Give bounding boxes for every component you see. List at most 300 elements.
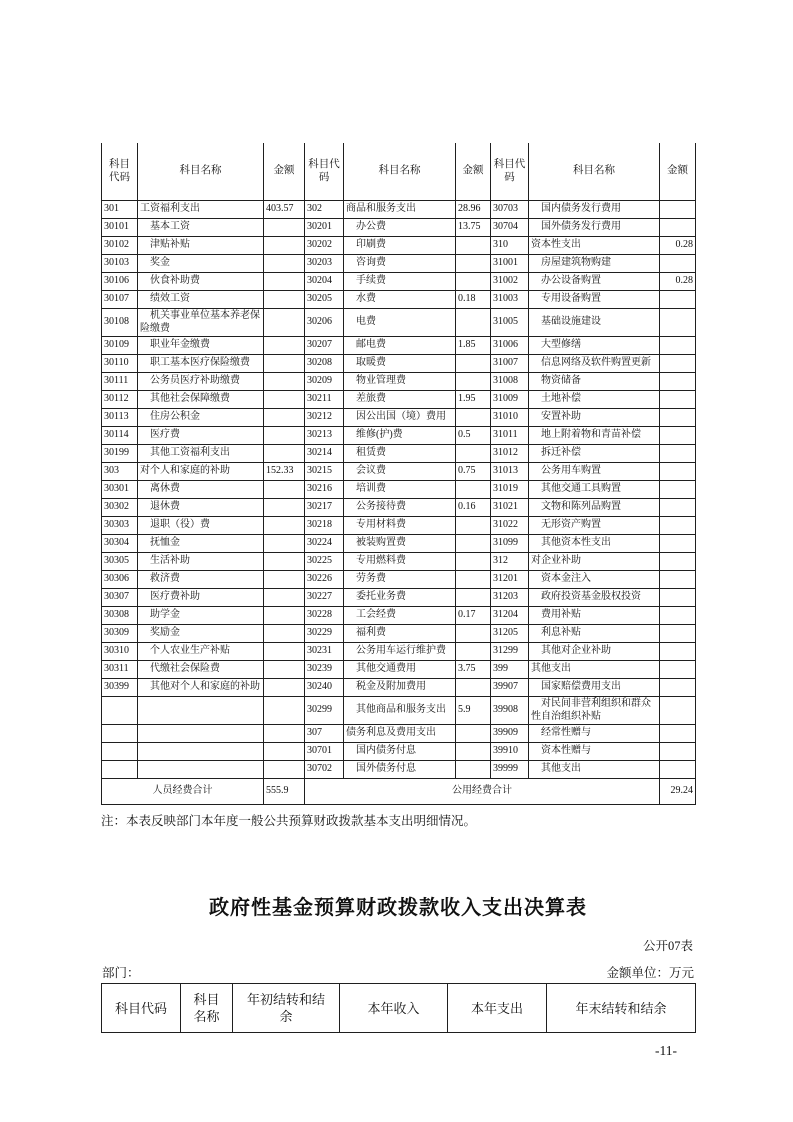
amount-cell: [264, 743, 305, 761]
table-row: [102, 589, 696, 607]
table-row: [102, 273, 696, 291]
amount-cell: [264, 607, 305, 625]
subject-name-cell: 咨询费: [344, 255, 456, 273]
subject-name-cell: 国家赔偿费用支出: [529, 679, 660, 697]
subject-name-cell: 物业管理费: [344, 373, 456, 391]
table-row: [102, 661, 696, 679]
subject-name-cell: 水费: [344, 291, 456, 309]
amount-cell: [660, 201, 696, 219]
amount-cell: [456, 355, 491, 373]
subject-code-cell: 30209: [305, 373, 344, 391]
subject-name-cell: 助学金: [138, 607, 264, 625]
subject-name-cell: 抚恤金: [138, 535, 264, 553]
fund-header-subject-name: 科目名称: [181, 984, 233, 1033]
subject-name-cell: 税金及附加费用: [344, 679, 456, 697]
fund-header-closing-balance: 年末结转和结余: [547, 984, 696, 1033]
subject-name-cell: 基本工资: [138, 219, 264, 237]
subject-name-cell: 债务利息及费用支出: [344, 725, 456, 743]
subject-name-cell: 维修(护)费: [344, 427, 456, 445]
fund-header-subject-code: 科目代码: [102, 984, 181, 1033]
amount-cell: [456, 309, 491, 337]
subject-code-cell: [102, 697, 138, 725]
fund-table-header-row: [102, 984, 696, 1033]
amount-cell: [456, 761, 491, 779]
subject-name-cell: 商品和服务支出: [344, 201, 456, 219]
subject-code-cell: 31003: [491, 291, 529, 309]
amount-cell: 0.75: [456, 463, 491, 481]
subject-name-cell: 信息网络及软件购置更新: [529, 355, 660, 373]
amount-cell: [456, 553, 491, 571]
subject-code-cell: 30202: [305, 237, 344, 255]
subject-name-cell: 对民间非营利组织和群众性自治组织补贴: [529, 697, 660, 725]
amount-cell: [264, 237, 305, 255]
table-row: [102, 309, 696, 337]
subject-code-cell: 30203: [305, 255, 344, 273]
subject-code-cell: 30303: [102, 517, 138, 535]
amount-cell: [660, 355, 696, 373]
subject-code-cell: 30704: [491, 219, 529, 237]
subject-name-cell: 差旅费: [344, 391, 456, 409]
amount-cell: [660, 553, 696, 571]
amount-cell: 0.16: [456, 499, 491, 517]
subject-code-cell: 30228: [305, 607, 344, 625]
amount-cell: 1.85: [456, 337, 491, 355]
amount-cell: [456, 237, 491, 255]
subject-name-cell: 资本金注入: [529, 571, 660, 589]
subject-code-cell: 31021: [491, 499, 529, 517]
amount-cell: [264, 535, 305, 553]
basic-table-header: [102, 143, 696, 201]
amount-cell: [456, 481, 491, 499]
personnel-total-amount: 555.9: [264, 779, 305, 805]
subject-name-cell: 物资储备: [529, 373, 660, 391]
subject-code-cell: 30702: [305, 761, 344, 779]
table-row: [102, 725, 696, 743]
subject-code-cell: 31203: [491, 589, 529, 607]
subject-code-cell: 30206: [305, 309, 344, 337]
subject-name-cell: 离休费: [138, 481, 264, 499]
subject-code-cell: 30301: [102, 481, 138, 499]
subject-code-cell: 39910: [491, 743, 529, 761]
table-row: [102, 743, 696, 761]
table-row: [102, 481, 696, 499]
amount-cell: [264, 697, 305, 725]
amount-cell: [660, 679, 696, 697]
amount-cell: [456, 517, 491, 535]
subject-code-cell: [102, 761, 138, 779]
subject-code-cell: 310: [491, 237, 529, 255]
amount-cell: [264, 291, 305, 309]
amount-cell: [660, 499, 696, 517]
amount-cell: [456, 725, 491, 743]
amount-cell: [264, 725, 305, 743]
subject-code-cell: 30212: [305, 409, 344, 427]
subject-name-cell: 医疗费: [138, 427, 264, 445]
subject-code-cell: 39909: [491, 725, 529, 743]
subject-code-cell: 30240: [305, 679, 344, 697]
header-subject-name: 科目名称: [529, 143, 660, 201]
amount-cell: [264, 337, 305, 355]
subject-name-cell: 津贴补贴: [138, 237, 264, 255]
amount-cell: [264, 589, 305, 607]
amount-cell: [660, 391, 696, 409]
subject-code-cell: 31010: [491, 409, 529, 427]
subject-name-cell: 救济费: [138, 571, 264, 589]
subject-code-cell: 30304: [102, 535, 138, 553]
subject-name-cell: 个人农业生产补贴: [138, 643, 264, 661]
subject-code-cell: 30111: [102, 373, 138, 391]
amount-cell: [456, 743, 491, 761]
header-subject-name: 科目名称: [138, 143, 264, 201]
amount-cell: [660, 219, 696, 237]
fund-table-meta: [101, 963, 695, 981]
subject-name-cell: 利息补贴: [529, 625, 660, 643]
table-row: [102, 219, 696, 237]
subject-code-cell: 30226: [305, 571, 344, 589]
table-row: [102, 409, 696, 427]
subject-code-cell: 30199: [102, 445, 138, 463]
subject-code-cell: 31012: [491, 445, 529, 463]
subject-name-cell: 工会经费: [344, 607, 456, 625]
page-number: -11-: [655, 1043, 677, 1058]
subject-name-cell: 印刷费: [344, 237, 456, 255]
subject-name-cell: 房屋建筑物购建: [529, 255, 660, 273]
subject-code-cell: 30214: [305, 445, 344, 463]
amount-cell: 0.28: [660, 273, 696, 291]
subject-name-cell: 费用补贴: [529, 607, 660, 625]
table-row: [102, 571, 696, 589]
subject-name-cell: 委托业务费: [344, 589, 456, 607]
subject-name-cell: 劳务费: [344, 571, 456, 589]
amount-cell: 5.9: [456, 697, 491, 725]
amount-cell: [660, 291, 696, 309]
subject-name-cell: 绩效工资: [138, 291, 264, 309]
amount-cell: [264, 219, 305, 237]
subject-code-cell: 31005: [491, 309, 529, 337]
subject-code-cell: 31022: [491, 517, 529, 535]
amount-cell: [456, 643, 491, 661]
amount-cell: [660, 661, 696, 679]
amount-cell: [660, 571, 696, 589]
amount-cell: 0.17: [456, 607, 491, 625]
subject-code-cell: 31008: [491, 373, 529, 391]
subject-name-cell: 地上附着物和青苗补偿: [529, 427, 660, 445]
subject-code-cell: [102, 725, 138, 743]
subject-code-cell: 30103: [102, 255, 138, 273]
subject-code-cell: 30231: [305, 643, 344, 661]
subject-name-cell: 其他交通费用: [344, 661, 456, 679]
public-total-label: 公用经费合计: [305, 779, 660, 805]
amount-cell: [456, 409, 491, 427]
amount-cell: [264, 355, 305, 373]
subject-name-cell: 医疗费补助: [138, 589, 264, 607]
table-row: [102, 679, 696, 697]
subject-code-cell: 30205: [305, 291, 344, 309]
amount-cell: [264, 571, 305, 589]
amount-cell: [660, 463, 696, 481]
table-row: [102, 355, 696, 373]
subject-name-cell: 资本性支出: [529, 237, 660, 255]
table-row: [102, 373, 696, 391]
subject-name-cell: 电费: [344, 309, 456, 337]
subject-code-cell: 39999: [491, 761, 529, 779]
amount-cell: [660, 643, 696, 661]
subject-name-cell: 福利费: [344, 625, 456, 643]
subject-code-cell: 30101: [102, 219, 138, 237]
amount-cell: [264, 391, 305, 409]
subject-name-cell: 其他资本性支出: [529, 535, 660, 553]
subject-name-cell: 经常性赠与: [529, 725, 660, 743]
subject-name-cell: 专用燃料费: [344, 553, 456, 571]
amount-cell: [264, 553, 305, 571]
header-subject-code: 科目代码: [491, 143, 529, 201]
subject-code-cell: 30299: [305, 697, 344, 725]
subject-code-cell: 30113: [102, 409, 138, 427]
subject-name-cell: 无形资产购置: [529, 517, 660, 535]
subject-code-cell: 30703: [491, 201, 529, 219]
unit-label: 金额单位：万元: [606, 966, 694, 980]
subject-code-cell: 30311: [102, 661, 138, 679]
subject-name-cell: 其他商品和服务支出: [344, 697, 456, 725]
subject-name-cell: 国外债务付息: [344, 761, 456, 779]
subject-name-cell: 政府投资基金股权投资: [529, 589, 660, 607]
header-subject-code: 科目代码: [305, 143, 344, 201]
subject-code-cell: 31001: [491, 255, 529, 273]
fund-header-opening-balance: 年初结转和结余: [233, 984, 340, 1033]
amount-cell: [264, 445, 305, 463]
table-row: [102, 463, 696, 481]
subject-code-cell: 31201: [491, 571, 529, 589]
subject-code-cell: 31002: [491, 273, 529, 291]
amount-cell: 0.5: [456, 427, 491, 445]
table-row: [102, 499, 696, 517]
subject-code-cell: 31204: [491, 607, 529, 625]
table-row: [102, 643, 696, 661]
subject-name-cell: 国外债务发行费用: [529, 219, 660, 237]
amount-cell: [456, 535, 491, 553]
amount-cell: [264, 373, 305, 391]
subject-code-cell: 30309: [102, 625, 138, 643]
subject-name-cell: 其他交通工具购置: [529, 481, 660, 499]
subject-name-cell: 专用材料费: [344, 517, 456, 535]
amount-cell: [456, 255, 491, 273]
subject-code-cell: 30399: [102, 679, 138, 697]
subject-code-cell: 30215: [305, 463, 344, 481]
table-note: 注：本表反映部门本年度一般公共预算财政拨款基本支出明细情况。: [101, 814, 477, 828]
subject-name-cell: 会议费: [344, 463, 456, 481]
subject-code-cell: 30225: [305, 553, 344, 571]
subject-name-cell: 国内债务付息: [344, 743, 456, 761]
amount-cell: [660, 309, 696, 337]
subject-name-cell: 工资福利支出: [138, 201, 264, 219]
amount-cell: [264, 427, 305, 445]
subject-name-cell: 职业年金缴费: [138, 337, 264, 355]
subject-name-cell: 安置补助: [529, 409, 660, 427]
table-number: 公开07表: [642, 939, 693, 953]
subject-code-cell: 30306: [102, 571, 138, 589]
fund-table-title: 政府性基金预算财政拨款收入支出决算表: [209, 897, 587, 919]
subject-code-cell: 30229: [305, 625, 344, 643]
amount-cell: [456, 373, 491, 391]
subject-name-cell: 伙食补助费: [138, 273, 264, 291]
subject-code-cell: 30239: [305, 661, 344, 679]
subject-code-cell: 30201: [305, 219, 344, 237]
amount-cell: [456, 625, 491, 643]
subject-name-cell: [138, 743, 264, 761]
subject-code-cell: 30217: [305, 499, 344, 517]
amount-cell: 13.75: [456, 219, 491, 237]
subject-name-cell: 其他工资福利支出: [138, 445, 264, 463]
subject-name-cell: 公务用车运行维护费: [344, 643, 456, 661]
subject-code-cell: [102, 743, 138, 761]
amount-cell: [660, 761, 696, 779]
subject-code-cell: 31009: [491, 391, 529, 409]
subject-name-cell: 文物和陈列品购置: [529, 499, 660, 517]
subject-code-cell: 30114: [102, 427, 138, 445]
amount-cell: 28.96: [456, 201, 491, 219]
amount-cell: [264, 273, 305, 291]
table-row: [102, 625, 696, 643]
fund-header-current-income: 本年收入: [340, 984, 448, 1033]
fund-budget-table: [101, 983, 696, 1033]
amount-cell: [660, 607, 696, 625]
table-row: [102, 697, 696, 725]
table-row: [102, 445, 696, 463]
subject-code-cell: 30216: [305, 481, 344, 499]
subject-code-cell: 30208: [305, 355, 344, 373]
subject-name-cell: 培训费: [344, 481, 456, 499]
subject-code-cell: 31205: [491, 625, 529, 643]
subject-name-cell: 对企业补助: [529, 553, 660, 571]
subject-code-cell: 30109: [102, 337, 138, 355]
amount-cell: [660, 725, 696, 743]
subject-code-cell: 30102: [102, 237, 138, 255]
subject-name-cell: 奖金: [138, 255, 264, 273]
subject-name-cell: 退职（役）费: [138, 517, 264, 535]
header-subject-code: 科目代码: [102, 143, 138, 201]
header-amount: 金额: [456, 143, 491, 201]
subject-name-cell: 机关事业单位基本养老保险缴费: [138, 309, 264, 337]
subject-code-cell: 30112: [102, 391, 138, 409]
subject-name-cell: 对个人和家庭的补助: [138, 463, 264, 481]
subject-code-cell: 30310: [102, 643, 138, 661]
table-row: [102, 553, 696, 571]
subject-code-cell: 307: [305, 725, 344, 743]
amount-cell: [456, 679, 491, 697]
subject-code-cell: 30227: [305, 589, 344, 607]
amount-cell: [660, 445, 696, 463]
subject-code-cell: 30204: [305, 273, 344, 291]
subject-name-cell: [138, 697, 264, 725]
subject-code-cell: 30207: [305, 337, 344, 355]
table-row: [102, 391, 696, 409]
amount-cell: [660, 409, 696, 427]
subject-code-cell: 30307: [102, 589, 138, 607]
subject-code-cell: 30302: [102, 499, 138, 517]
amount-cell: [264, 255, 305, 273]
subject-code-cell: 31299: [491, 643, 529, 661]
subject-code-cell: 303: [102, 463, 138, 481]
department-label: 部门：: [102, 966, 140, 980]
amount-cell: [456, 273, 491, 291]
subject-code-cell: 399: [491, 661, 529, 679]
subject-code-cell: 31099: [491, 535, 529, 553]
amount-cell: [660, 337, 696, 355]
header-amount: 金额: [264, 143, 305, 201]
fund-header-current-expenditure: 本年支出: [448, 984, 547, 1033]
amount-cell: [660, 535, 696, 553]
subject-name-cell: 奖励金: [138, 625, 264, 643]
subject-code-cell: 39908: [491, 697, 529, 725]
subject-code-cell: 39907: [491, 679, 529, 697]
subject-name-cell: 租赁费: [344, 445, 456, 463]
subject-code-cell: 31019: [491, 481, 529, 499]
subject-code-cell: 30108: [102, 309, 138, 337]
table-row: [102, 291, 696, 309]
amount-cell: [264, 679, 305, 697]
header-subject-name: 科目名称: [344, 143, 456, 201]
amount-cell: 152.33: [264, 463, 305, 481]
subject-name-cell: 被装购置费: [344, 535, 456, 553]
amount-cell: [660, 373, 696, 391]
subject-name-cell: 国内债务发行费用: [529, 201, 660, 219]
subject-name-cell: 其他社会保障缴费: [138, 391, 264, 409]
subject-name-cell: 专用设备购置: [529, 291, 660, 309]
amount-cell: 403.57: [264, 201, 305, 219]
totals-row: [102, 779, 696, 805]
amount-cell: [264, 499, 305, 517]
amount-cell: [264, 481, 305, 499]
subject-name-cell: 大型修缮: [529, 337, 660, 355]
amount-cell: [264, 761, 305, 779]
amount-cell: [456, 571, 491, 589]
subject-name-cell: 其他支出: [529, 661, 660, 679]
subject-code-cell: 30308: [102, 607, 138, 625]
subject-name-cell: 取暖费: [344, 355, 456, 373]
page-content: [101, 143, 695, 1059]
amount-cell: [660, 743, 696, 761]
subject-name-cell: 公务用车购置: [529, 463, 660, 481]
table-row: [102, 427, 696, 445]
subject-name-cell: 代缴社会保险费: [138, 661, 264, 679]
amount-cell: [660, 517, 696, 535]
basic-expenditure-tbody: [102, 201, 696, 779]
subject-code-cell: 30110: [102, 355, 138, 373]
amount-cell: [660, 427, 696, 445]
amount-cell: [264, 643, 305, 661]
subject-code-cell: 30107: [102, 291, 138, 309]
subject-code-cell: 31011: [491, 427, 529, 445]
table-row: [102, 535, 696, 553]
amount-cell: [660, 589, 696, 607]
amount-cell: 0.28: [660, 237, 696, 255]
subject-code-cell: 30106: [102, 273, 138, 291]
table-row: [102, 255, 696, 273]
subject-name-cell: 其他对个人和家庭的补助: [138, 679, 264, 697]
subject-name-cell: [138, 761, 264, 779]
subject-code-cell: 31006: [491, 337, 529, 355]
subject-name-cell: 退休费: [138, 499, 264, 517]
public-total-amount: 29.24: [660, 779, 696, 805]
subject-name-cell: 资本性赠与: [529, 743, 660, 761]
subject-name-cell: 拆迁补偿: [529, 445, 660, 463]
amount-cell: 1.95: [456, 391, 491, 409]
subject-code-cell: 30213: [305, 427, 344, 445]
amount-cell: [660, 481, 696, 499]
table-row: [102, 517, 696, 535]
amount-cell: [456, 589, 491, 607]
amount-cell: [660, 697, 696, 725]
